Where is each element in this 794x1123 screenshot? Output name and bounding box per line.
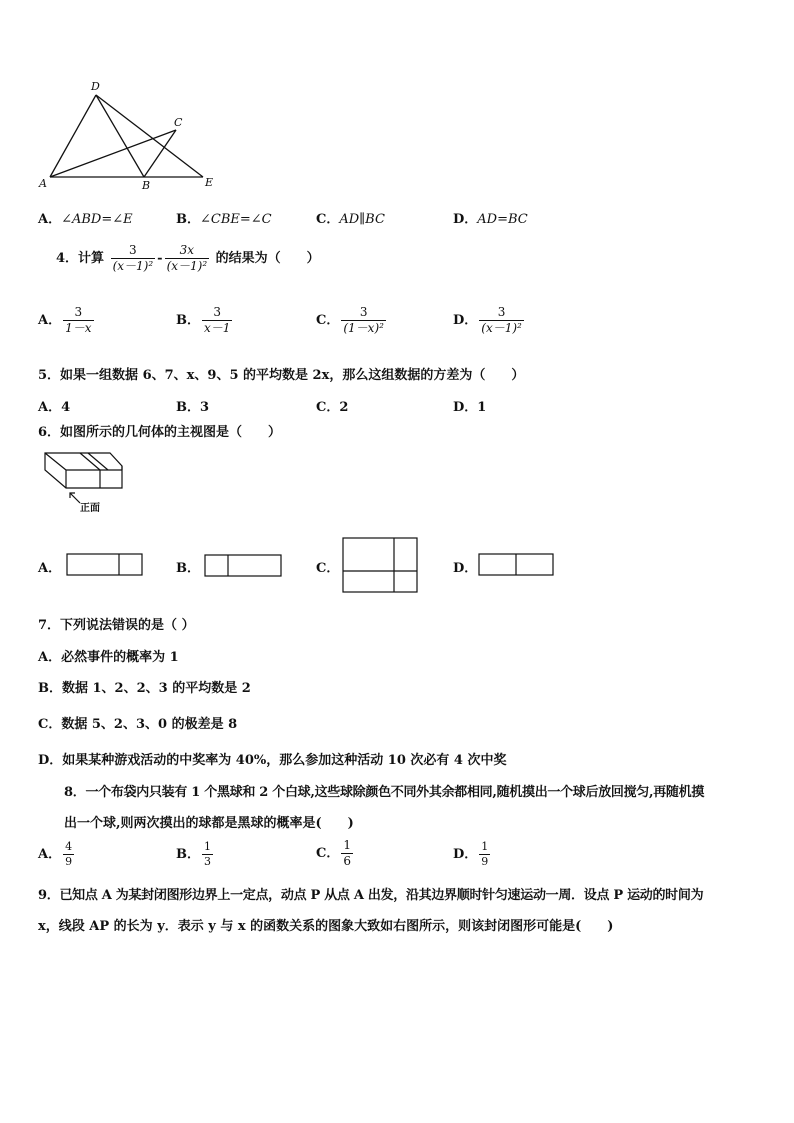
q6-option-b-view	[204, 554, 284, 578]
q8-stem-line1: 8．一个布袋内只装有 1 个黑球和 2 个白球,这些球除颜色不同外其余都相同,随机摸出一个球后放回搅匀,再随机摸	[64, 785, 705, 800]
triangle-figure	[0, 0, 794, 200]
label-a: A	[39, 177, 47, 190]
label-e: E	[205, 176, 214, 189]
label-c: C	[174, 116, 183, 129]
label-b: B	[142, 179, 151, 192]
q7-option-c: C．数据 5、2、3、0 的极差是 8	[38, 717, 238, 732]
q7-option-b: B．数据 1、2、2、3 的平均数是 2	[38, 681, 251, 696]
q6-option-d-letter: D．	[453, 561, 478, 576]
q5-option-b: B．3	[176, 400, 210, 415]
q8-option-b: B． $\frac{1}{3}$	[176, 840, 211, 868]
q6-option-a-letter: A．	[38, 561, 62, 576]
q8-option-a: A． $\frac{4}{9}$	[38, 840, 73, 868]
q8-stem-line2: 出一个球,则两次摸出的球都是黑球的概率是( )	[64, 816, 354, 831]
q6-option-a-view	[66, 553, 144, 577]
q4-option-d: D． $\frac{3}{\text{(x－1)²}}$	[453, 305, 522, 335]
q6-option-d-view	[478, 553, 556, 577]
q6-front-label: 正面	[80, 503, 100, 514]
q9-stem-line1: 9．已知点 A 为某封闭图形边界上一定点，动点 P 从点 A 出发，沿其边界顺时针匀速运动一周．设点 P 运动的时间为	[38, 888, 704, 903]
q4-option-b: B． $\frac{3}{x-1}$	[176, 305, 231, 335]
q4-option-c: C． $\frac{3}{\text{(1－x)²}}$	[316, 305, 384, 335]
q6-option-c-letter: C．	[316, 561, 340, 576]
q4-stem: 4．计算 $\frac{3}{\text{(x－1)²}}$ - $\frac{3x}{\text{(x－1)²}}$ 的结果为（ ）	[56, 243, 320, 273]
q5-option-d: D．1	[453, 400, 487, 415]
q3-option-c: C．AD∥BC	[316, 212, 385, 227]
q5-option-c: C．2	[316, 400, 349, 415]
q3-option-b: B．∠CBE=∠C	[176, 212, 272, 227]
q3-option-a: A．∠ABD=∠E	[38, 212, 133, 227]
q8-option-d: D． $\frac{1}{9}$	[453, 840, 489, 868]
q5-stem: 5．如果一组数据 6、7、x、9、5 的平均数是 2x，那么这组数据的方差为（ ）	[38, 368, 525, 383]
q7-option-d: D．如果某种游戏活动的中奖率为 40%，那么参加这种活动 10 次必有 4 次中奖	[38, 753, 507, 768]
q8-option-c: C． $\frac{1}{6}$	[316, 838, 351, 868]
q4-option-a: A． $\frac{3}{1-x}$	[38, 305, 92, 335]
q6-stem: 6．如图所示的几何体的主视图是（ ）	[38, 425, 282, 440]
q6-option-b-letter: B．	[176, 561, 200, 576]
q5-option-a: A．4	[38, 400, 71, 415]
q3-option-d: D．AD=BC	[453, 212, 528, 227]
q7-option-a: A．必然事件的概率为 1	[38, 650, 179, 665]
q6-option-c-view	[342, 537, 420, 595]
q9-stem-line2: x，线段 AP 的长为 y．表示 y 与 x 的函数关系的图象大致如右图所示，则该封闭图形可能是( )	[38, 919, 614, 934]
q7-stem: 7．下列说法错误的是（ ）	[38, 618, 195, 633]
label-d: D	[91, 80, 100, 93]
